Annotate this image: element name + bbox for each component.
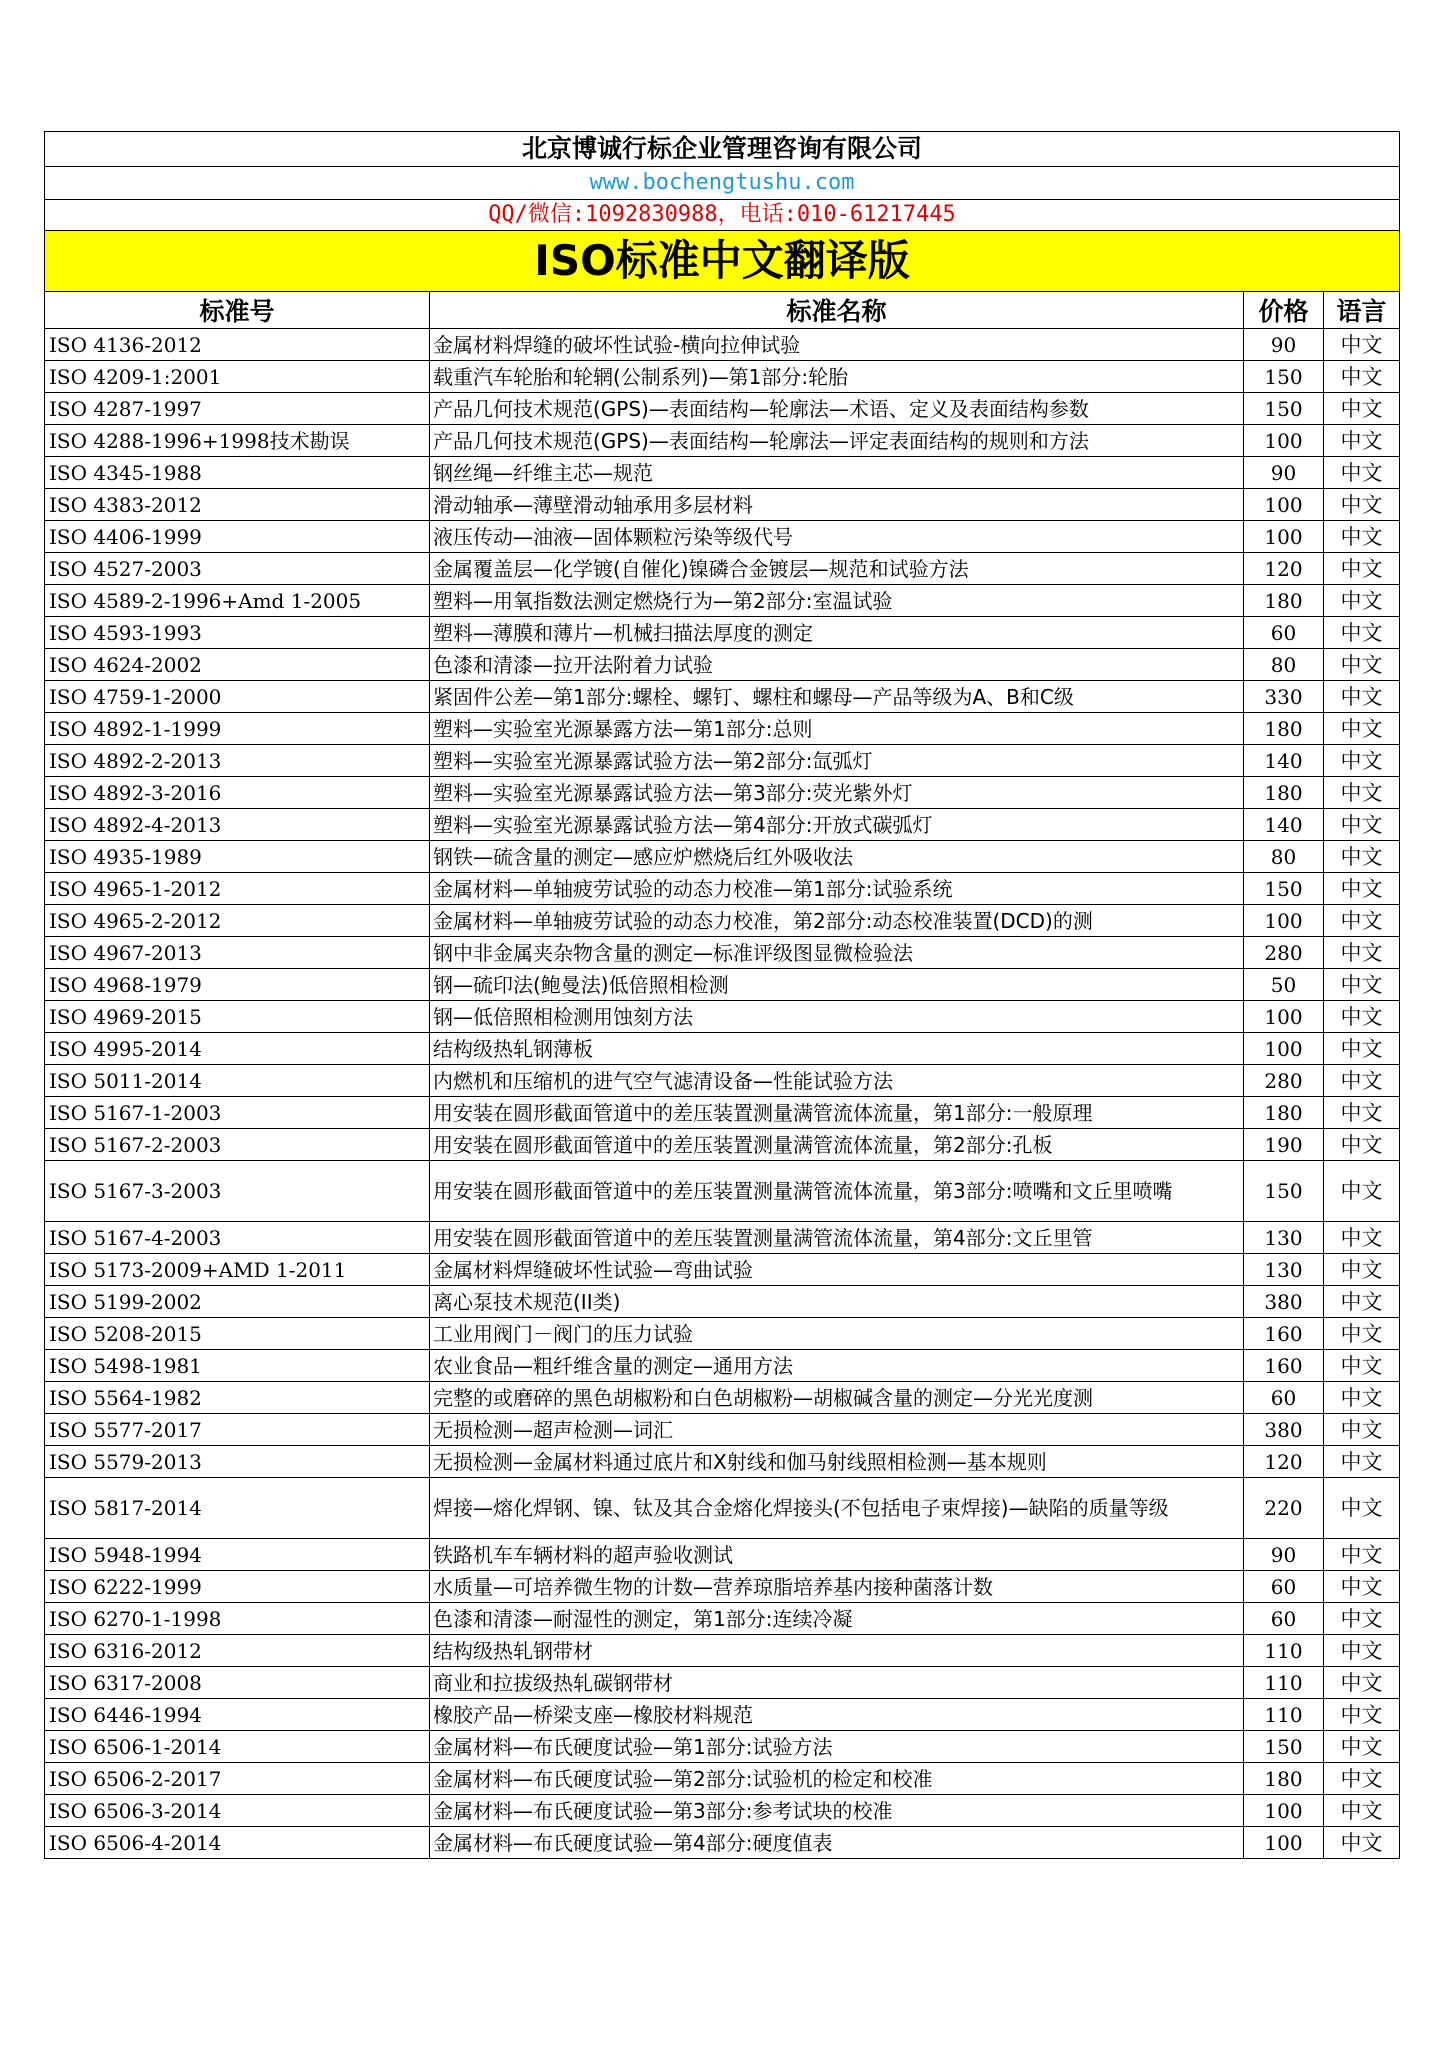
language-cell: 中文 [1324,361,1400,393]
standard-name-cell: 钢—硫印法(鲍曼法)低倍照相检测 [430,969,1244,1001]
table-row [45,649,1400,681]
price-cell: 90 [1244,457,1324,489]
language-cell: 中文 [1324,1129,1400,1161]
price-cell: 60 [1244,617,1324,649]
price-cell: 180 [1244,713,1324,745]
standard-name-cell: 工业用阀门－阀门的压力试验 [430,1318,1244,1350]
table-row [45,1414,1400,1446]
standard-name-cell: 用安装在圆形截面管道中的差压装置测量满管流体流量，第4部分:文丘里管 [430,1222,1244,1254]
language-cell: 中文 [1324,969,1400,1001]
price-cell: 120 [1244,553,1324,585]
table-row [45,425,1400,457]
standard-code-cell: ISO 4287-1997 [45,393,430,425]
standard-name-cell: 金属材料—布氏硬度试验—第1部分:试验方法 [430,1731,1244,1763]
price-cell: 160 [1244,1318,1324,1350]
standard-name-cell: 色漆和清漆—耐湿性的测定，第1部分:连续冷凝 [430,1603,1244,1635]
price-cell: 110 [1244,1635,1324,1667]
price-cell: 100 [1244,489,1324,521]
standard-name-cell: 塑料—实验室光源暴露方法—第1部分:总则 [430,713,1244,745]
table-row [45,873,1400,905]
standard-code-cell: ISO 4995-2014 [45,1033,430,1065]
standard-code-cell: ISO 5817-2014 [45,1478,430,1539]
standard-name-cell: 完整的或磨碎的黑色胡椒粉和白色胡椒粉—胡椒碱含量的测定—分光光度测 [430,1382,1244,1414]
price-cell: 90 [1244,329,1324,361]
table-row [45,937,1400,969]
company-row [45,132,1400,167]
price-cell: 180 [1244,1763,1324,1795]
standard-name-cell: 金属材料—布氏硬度试验—第2部分:试验机的检定和校准 [430,1763,1244,1795]
table-row [45,1539,1400,1571]
table-row [45,1065,1400,1097]
standard-name-cell: 塑料—薄膜和薄片—机械扫描法厚度的测定 [430,617,1244,649]
table-row [45,329,1400,361]
language-cell: 中文 [1324,1603,1400,1635]
price-cell: 100 [1244,521,1324,553]
standard-name-cell: 农业食品—粗纤维含量的测定—通用方法 [430,1350,1244,1382]
price-cell: 90 [1244,1539,1324,1571]
table-row [45,1254,1400,1286]
table-row [45,1129,1400,1161]
price-cell: 160 [1244,1350,1324,1382]
table-row [45,1318,1400,1350]
language-cell: 中文 [1324,1318,1400,1350]
table-row [45,1731,1400,1763]
table-row [45,1097,1400,1129]
language-cell: 中文 [1324,1795,1400,1827]
standard-name-cell: 铁路机车车辆材料的超声验收测试 [430,1539,1244,1571]
price-cell: 110 [1244,1667,1324,1699]
standard-code-cell: ISO 6222-1999 [45,1571,430,1603]
table-row [45,521,1400,553]
standard-code-cell: ISO 5208-2015 [45,1318,430,1350]
standard-code-cell: ISO 5167-3-2003 [45,1161,430,1222]
price-cell: 150 [1244,393,1324,425]
standard-name-cell: 塑料—实验室光源暴露试验方法—第4部分:开放式碳弧灯 [430,809,1244,841]
price-cell: 140 [1244,809,1324,841]
standard-code-cell: ISO 4969-2015 [45,1001,430,1033]
language-cell: 中文 [1324,1635,1400,1667]
standard-name-cell: 商业和拉拔级热轧碳钢带材 [430,1667,1244,1699]
standard-code-cell: ISO 5167-4-2003 [45,1222,430,1254]
table-row [45,1286,1400,1318]
standard-code-cell: ISO 4892-4-2013 [45,809,430,841]
standard-code-cell: ISO 5011-2014 [45,1065,430,1097]
column-header-price: 价格 [1244,292,1324,329]
language-cell: 中文 [1324,457,1400,489]
language-cell: 中文 [1324,1763,1400,1795]
price-cell: 100 [1244,1033,1324,1065]
table-row [45,553,1400,585]
language-cell: 中文 [1324,489,1400,521]
language-cell: 中文 [1324,1286,1400,1318]
price-cell: 220 [1244,1478,1324,1539]
standard-name-cell: 金属材料—单轴疲劳试验的动态力校准，第2部分:动态校准装置(DCD)的测 [430,905,1244,937]
price-cell: 140 [1244,745,1324,777]
standard-name-cell: 离心泵技术规范(II类) [430,1286,1244,1318]
column-header-name: 标准名称 [430,292,1244,329]
standard-name-cell: 产品几何技术规范(GPS)—表面结构—轮廓法—评定表面结构的规则和方法 [430,425,1244,457]
standard-name-cell: 液压传动—油液—固体颗粒污染等级代号 [430,521,1244,553]
table-row [45,1827,1400,1859]
language-cell: 中文 [1324,1699,1400,1731]
standard-code-cell: ISO 6446-1994 [45,1699,430,1731]
standards-price-table [44,131,1400,1859]
standard-code-cell: ISO 6317-2008 [45,1667,430,1699]
table-row [45,585,1400,617]
standard-name-cell: 塑料—实验室光源暴露试验方法—第2部分:氙弧灯 [430,745,1244,777]
website-link[interactable]: www.bochengtushu.com [45,167,1400,200]
standard-code-cell: ISO 5498-1981 [45,1350,430,1382]
standard-name-cell: 无损检测—超声检测—词汇 [430,1414,1244,1446]
price-cell: 380 [1244,1414,1324,1446]
table-row [45,1763,1400,1795]
standard-code-cell: ISO 4209-1:2001 [45,361,430,393]
language-cell: 中文 [1324,649,1400,681]
standard-name-cell: 钢丝绳—纤维主芯—规范 [430,457,1244,489]
table-row [45,841,1400,873]
standard-code-cell: ISO 4892-3-2016 [45,777,430,809]
table-row [45,713,1400,745]
language-cell: 中文 [1324,809,1400,841]
standard-code-cell: ISO 4406-1999 [45,521,430,553]
price-cell: 120 [1244,1446,1324,1478]
language-cell: 中文 [1324,1097,1400,1129]
standard-code-cell: ISO 5577-2017 [45,1414,430,1446]
standard-name-cell: 橡胶产品—桥梁支座—橡胶材料规范 [430,1699,1244,1731]
price-cell: 130 [1244,1222,1324,1254]
language-cell: 中文 [1324,1827,1400,1859]
price-cell: 100 [1244,425,1324,457]
table-row [45,1795,1400,1827]
standard-code-cell: ISO 4892-2-2013 [45,745,430,777]
language-cell: 中文 [1324,1414,1400,1446]
column-header-code: 标准号 [45,292,430,329]
standard-code-cell: ISO 5579-2013 [45,1446,430,1478]
language-cell: 中文 [1324,937,1400,969]
price-cell: 60 [1244,1382,1324,1414]
table-row [45,1033,1400,1065]
standard-code-cell: ISO 6506-2-2017 [45,1763,430,1795]
standard-name-cell: 内燃机和压缩机的进气空气滤清设备—性能试验方法 [430,1065,1244,1097]
price-cell: 100 [1244,1001,1324,1033]
standard-code-cell: ISO 4892-1-1999 [45,713,430,745]
price-cell: 60 [1244,1571,1324,1603]
language-cell: 中文 [1324,1222,1400,1254]
language-cell: 中文 [1324,713,1400,745]
language-cell: 中文 [1324,617,1400,649]
standard-code-cell: ISO 5199-2002 [45,1286,430,1318]
standard-code-cell: ISO 4527-2003 [45,553,430,585]
table-row [45,393,1400,425]
standard-name-cell: 金属材料焊缝的破坏性试验-横向拉伸试验 [430,329,1244,361]
table-row [45,1571,1400,1603]
standard-code-cell: ISO 6506-1-2014 [45,1731,430,1763]
table-row [45,1603,1400,1635]
standard-code-cell: ISO 5173-2009+AMD 1-2011 [45,1254,430,1286]
language-cell: 中文 [1324,905,1400,937]
language-cell: 中文 [1324,1382,1400,1414]
language-cell: 中文 [1324,393,1400,425]
table-row [45,1222,1400,1254]
language-cell: 中文 [1324,681,1400,713]
price-cell: 130 [1244,1254,1324,1286]
standard-name-cell: 结构级热轧钢薄板 [430,1033,1244,1065]
standard-code-cell: ISO 5167-1-2003 [45,1097,430,1129]
standard-code-cell: ISO 6506-4-2014 [45,1827,430,1859]
table-row [45,457,1400,489]
standard-code-cell: ISO 4136-2012 [45,329,430,361]
table-row [45,1478,1400,1539]
table-row [45,777,1400,809]
standard-code-cell: ISO 4383-2012 [45,489,430,521]
standard-code-cell: ISO 4759-1-2000 [45,681,430,713]
standard-code-cell: ISO 5564-1982 [45,1382,430,1414]
table-row [45,1161,1400,1222]
table-row [45,1382,1400,1414]
standard-code-cell: ISO 4345-1988 [45,457,430,489]
language-cell: 中文 [1324,1478,1400,1539]
contact-info: QQ/微信:1092830988，电话:010-61217445 [45,200,1400,231]
table-row [45,745,1400,777]
standard-name-cell: 用安装在圆形截面管道中的差压装置测量满管流体流量，第1部分:一般原理 [430,1097,1244,1129]
price-cell: 280 [1244,1065,1324,1097]
table-row [45,1001,1400,1033]
standard-name-cell: 焊接—熔化焊钢、镍、钛及其合金熔化焊接头(不包括电子束焊接)—缺陷的质量等级 [430,1478,1244,1539]
standard-name-cell: 金属材料焊缝破坏性试验—弯曲试验 [430,1254,1244,1286]
language-cell: 中文 [1324,1667,1400,1699]
standard-name-cell: 金属覆盖层—化学镀(自催化)镍磷合金镀层—规范和试验方法 [430,553,1244,585]
standard-name-cell: 结构级热轧钢带材 [430,1635,1244,1667]
standard-name-cell: 用安装在圆形截面管道中的差压装置测量满管流体流量，第2部分:孔板 [430,1129,1244,1161]
price-cell: 150 [1244,1731,1324,1763]
language-cell: 中文 [1324,1254,1400,1286]
table-row [45,969,1400,1001]
standard-code-cell: ISO 6506-3-2014 [45,1795,430,1827]
table-row [45,1667,1400,1699]
language-cell: 中文 [1324,521,1400,553]
language-cell: 中文 [1324,1065,1400,1097]
price-cell: 80 [1244,649,1324,681]
page-title: ISO标准中文翻译版 [45,231,1400,292]
standard-name-cell: 用安装在圆形截面管道中的差压装置测量满管流体流量，第3部分:喷嘴和文丘里喷嘴 [430,1161,1244,1222]
standard-code-cell: ISO 4288-1996+1998技术勘误 [45,425,430,457]
price-cell: 180 [1244,585,1324,617]
price-cell: 180 [1244,1097,1324,1129]
standard-name-cell: 色漆和清漆—拉开法附着力试验 [430,649,1244,681]
standard-name-cell: 钢铁—硫含量的测定—感应炉燃烧后红外吸收法 [430,841,1244,873]
language-cell: 中文 [1324,777,1400,809]
price-cell: 80 [1244,841,1324,873]
language-cell: 中文 [1324,1539,1400,1571]
table-row [45,1446,1400,1478]
standard-code-cell: ISO 5167-2-2003 [45,1129,430,1161]
price-cell: 150 [1244,361,1324,393]
standard-name-cell: 载重汽车轮胎和轮辋(公制系列)—第1部分:轮胎 [430,361,1244,393]
price-cell: 150 [1244,873,1324,905]
language-cell: 中文 [1324,873,1400,905]
standard-name-cell: 滑动轴承—薄壁滑动轴承用多层材料 [430,489,1244,521]
language-cell: 中文 [1324,1161,1400,1222]
language-cell: 中文 [1324,1571,1400,1603]
standard-name-cell: 塑料—用氧指数法测定燃烧行为—第2部分:室温试验 [430,585,1244,617]
price-cell: 280 [1244,937,1324,969]
language-cell: 中文 [1324,585,1400,617]
standard-name-cell: 水质量—可培养微生物的计数—营养琼脂培养基内接种菌落计数 [430,1571,1244,1603]
standard-code-cell: ISO 4967-2013 [45,937,430,969]
standard-code-cell: ISO 4589-2-1996+Amd 1-2005 [45,585,430,617]
table-row [45,361,1400,393]
table-row [45,1350,1400,1382]
standard-code-cell: ISO 4968-1979 [45,969,430,1001]
standard-name-cell: 无损检测—金属材料通过底片和X射线和伽马射线照相检测—基本规则 [430,1446,1244,1478]
column-header-row [45,292,1400,329]
standard-code-cell: ISO 4965-2-2012 [45,905,430,937]
price-cell: 180 [1244,777,1324,809]
price-cell: 380 [1244,1286,1324,1318]
standard-code-cell: ISO 4965-1-2012 [45,873,430,905]
table-row [45,681,1400,713]
standard-code-cell: ISO 5948-1994 [45,1539,430,1571]
price-cell: 110 [1244,1699,1324,1731]
price-cell: 100 [1244,1827,1324,1859]
price-cell: 50 [1244,969,1324,1001]
standard-name-cell: 产品几何技术规范(GPS)—表面结构—轮廓法—术语、定义及表面结构参数 [430,393,1244,425]
table-row [45,489,1400,521]
standard-code-cell: ISO 6316-2012 [45,1635,430,1667]
price-cell: 100 [1244,905,1324,937]
contact-row [45,200,1400,231]
language-cell: 中文 [1324,1033,1400,1065]
price-cell: 60 [1244,1603,1324,1635]
table-row [45,905,1400,937]
standard-name-cell: 钢中非金属夹杂物含量的测定—标准评级图显微检验法 [430,937,1244,969]
column-header-language: 语言 [1324,292,1400,329]
table-row [45,1699,1400,1731]
table-row [45,809,1400,841]
standard-code-cell: ISO 4935-1989 [45,841,430,873]
language-cell: 中文 [1324,1446,1400,1478]
price-cell: 190 [1244,1129,1324,1161]
standard-name-cell: 金属材料—布氏硬度试验—第3部分:参考试块的校准 [430,1795,1244,1827]
table-row [45,1635,1400,1667]
standard-code-cell: ISO 4624-2002 [45,649,430,681]
table-row [45,617,1400,649]
language-cell: 中文 [1324,553,1400,585]
title-row [45,231,1400,292]
standard-name-cell: 钢—低倍照相检测用蚀刻方法 [430,1001,1244,1033]
table-body [45,132,1400,1859]
price-cell: 330 [1244,681,1324,713]
language-cell: 中文 [1324,425,1400,457]
language-cell: 中文 [1324,745,1400,777]
language-cell: 中文 [1324,1350,1400,1382]
company-name: 北京博诚行标企业管理咨询有限公司 [45,132,1400,167]
standard-code-cell: ISO 6270-1-1998 [45,1603,430,1635]
standard-name-cell: 金属材料—布氏硬度试验—第4部分:硬度值表 [430,1827,1244,1859]
language-cell: 中文 [1324,1001,1400,1033]
standard-name-cell: 金属材料—单轴疲劳试验的动态力校准—第1部分:试验系统 [430,873,1244,905]
language-cell: 中文 [1324,329,1400,361]
standard-code-cell: ISO 4593-1993 [45,617,430,649]
standard-name-cell: 紧固件公差—第1部分:螺栓、螺钉、螺柱和螺母—产品等级为A、B和C级 [430,681,1244,713]
price-cell: 150 [1244,1161,1324,1222]
language-cell: 中文 [1324,1731,1400,1763]
website-row [45,167,1400,200]
language-cell: 中文 [1324,841,1400,873]
standard-name-cell: 塑料—实验室光源暴露试验方法—第3部分:荧光紫外灯 [430,777,1244,809]
price-cell: 100 [1244,1795,1324,1827]
